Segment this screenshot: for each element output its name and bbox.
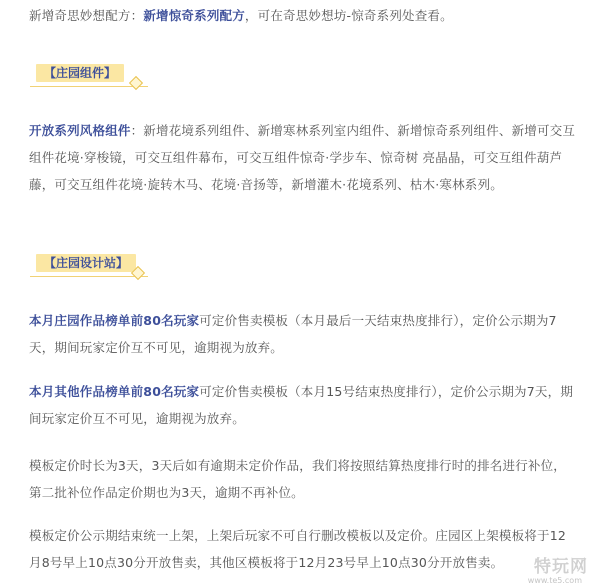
section-tag-label: 【庄园组件】 — [36, 64, 124, 82]
watermark-text: 特玩网 — [534, 557, 588, 577]
design-paragraph-2 — [29, 378, 577, 432]
intro-suffix: ，可在奇思妙想坊-惊奇系列处查看。 — [244, 8, 453, 23]
intro-paragraph — [29, 2, 577, 29]
design-p3-text: 模板定价时长为3天，3天后如有逾期未定价作品，我们将按照结算热度排行时的排名进行补位，第二批补位作品定价期也为3天，逾期不再补位。 — [29, 458, 567, 500]
components-paragraph — [29, 117, 577, 198]
design-paragraph-3 — [29, 452, 577, 506]
intro-prefix: 新增奇思妙想配方： — [29, 8, 144, 23]
diamond-icon — [129, 76, 143, 90]
tag-underline — [30, 276, 148, 277]
design-p2-text: 可定价售卖模板（本月15号结束热度排行），定价公示期为7天，期间玩家定价互不可见，逾期视为放弃。 — [29, 384, 574, 426]
design-p4-text: 模板定价公示期结束统一上架，上架后玩家不可自行删改模板以及定价。庄园区上架模板将于12月8号早上10点30分开放售卖，其他区模板将于12月23号早上10点30分开放售卖。 — [29, 528, 567, 570]
components-lead: 开放系列风格组件 — [29, 123, 131, 138]
watermark-url: www.te5.com — [527, 576, 582, 585]
components-text: ：新增花境系列组件、新增寒林系列室内组件、新增惊奇系列组件、新增可交互组件花境·穿梭镜，可交互组件幕布，可交互组件惊奇·学步车、惊奇树 亮晶晶，可交互组件葫芦藤，可交互组件花境·旋转木马、花境·音扬等，新增灌木·花境系列、枯木·寒林系列。 — [29, 123, 576, 192]
design-paragraph-1 — [29, 307, 577, 361]
tag-underline — [30, 86, 148, 87]
intro-highlight: 新增惊奇系列配方 — [143, 8, 245, 23]
design-paragraph-4 — [29, 522, 577, 576]
design-p1-text: 可定价售卖模板（本月最后一天结束热度排行），定价公示期为7天，期间玩家定价互不可见，逾期视为放弃。 — [29, 313, 557, 355]
design-p1-lead: 本月庄园作品榜单前80名玩家 — [29, 313, 200, 328]
design-p2-lead: 本月其他作品榜单前80名玩家 — [29, 384, 200, 399]
section-tag-label: 【庄园设计站】 — [36, 254, 136, 272]
